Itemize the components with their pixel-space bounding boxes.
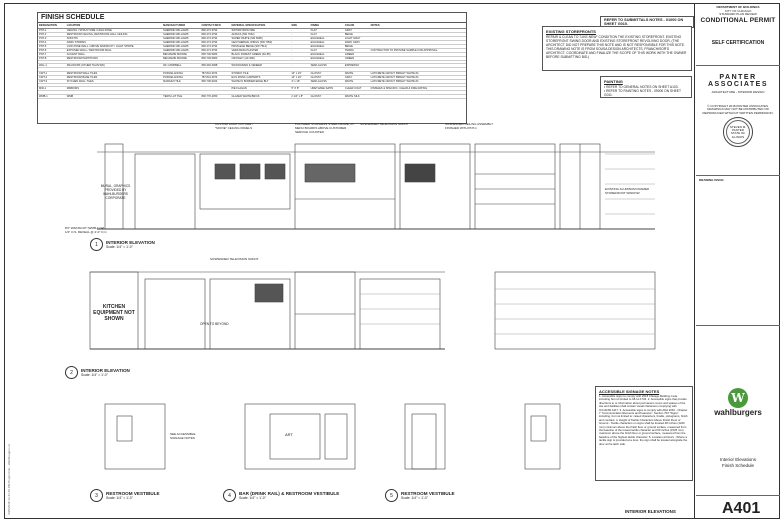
schedule-cell: SHERWIN WILLIAMS [162, 36, 200, 40]
schedule-cell: SW7069 IRON ORE [230, 28, 290, 32]
schedule-cell: 800.749.5960 [200, 56, 230, 60]
schedule-cell: WOODGRAIN & VENEER [230, 64, 290, 68]
schedule-cell: PNT-6 [38, 48, 66, 52]
schedule-cell: MARAZZI TILE [162, 79, 200, 83]
schedule-cell: WMB [66, 94, 162, 98]
schedule-cell: PNT-1 [38, 28, 66, 32]
schedule-cell: WMB-1 [38, 94, 66, 98]
schedule-cell: 4" x 16" [290, 79, 309, 83]
schedule-cell: FLAT [310, 48, 344, 52]
schedule-cell: EGGSHELL [310, 56, 344, 60]
schedule-cell: WHITE SILK [344, 94, 370, 98]
schedule-cell: CWT-3 [38, 79, 66, 83]
view-title: RESTROOM VESTIBULE [401, 491, 455, 496]
schedule-cell: PNT-5 [38, 44, 66, 48]
schedule-cell: FLAT [310, 28, 344, 32]
schedule-cell: BLACK FOREST GREEN (FA-58) [230, 52, 290, 56]
schedule-header: CONTACT INFO [200, 23, 230, 28]
drawing-area [5, 4, 695, 518]
drawing-issue-block [696, 176, 780, 326]
schedule-cell: 12" x 24" [290, 71, 309, 75]
storefront-label: EXISTING ALUMINUM FRAMED STOREFRONT WINDOW [605, 187, 650, 195]
file-path-text: 6/25/2018 12:41:10 PM Project File - Wahlburgers.rvt [7, 444, 11, 515]
schedule-title: FINISH SCHEDULE [38, 13, 466, 23]
opening-label: OPEN TO BEYOND [200, 322, 229, 326]
schedule-cell: FINISHES & SPECIFIC. CLEAR & FIRE RATING [370, 87, 466, 91]
schedule-cell: EGGSHELL [310, 36, 344, 40]
view-title: BAR (DRINK RAIL) & RESTROOM VESTIBULE [239, 491, 340, 496]
schedule-header: DESIGNATION [38, 23, 66, 28]
schedule-cell: 800.394.3098 [200, 64, 230, 68]
schedule-cell: PNT-8 [38, 56, 66, 60]
schedule-cell: - [290, 32, 309, 36]
schedule-header: COLOR [344, 23, 370, 28]
wainscot-label: 8'0" WAINSCOT (WMB-1) W/ 1/2" O.S. REVEAL @ 4'-0" O.C. [65, 226, 108, 234]
copyright-text: © COPYRIGHT 2018 PANTER ASSOCIATES. DRAWINGS MAY NOT BE DISTRIBUTED OR REPRODUCED WITHOUT WRITTEN PERMISSION. [702, 103, 774, 115]
schedule-header: MANUFACTURER [162, 23, 200, 28]
schedule-cell: PIE FLAGAN [230, 87, 290, 91]
schedule-cell: PNT-3 [38, 36, 66, 40]
view-scale: Scale: 1/4" = 1'-0" [106, 245, 133, 249]
architect-seal [723, 117, 753, 147]
view-number: 2 [65, 366, 78, 379]
view-title: RESTROOM VESTIBULE [106, 491, 160, 496]
view-label-2 [65, 366, 130, 379]
city-text: CITY OF CHICAGO [724, 8, 752, 13]
schedule-cell: DARK GRAY [344, 40, 370, 44]
schedule-cell: GLOSSY [310, 75, 344, 79]
view-scale: Scale: 1/4" = 1'-0" [401, 496, 428, 500]
schedule-cell: EGGSHELL [310, 44, 344, 48]
schedule-cell: 5" X 8" [290, 87, 309, 91]
schedule-cell: - [290, 44, 309, 48]
schedule-cell: GREEN [344, 52, 370, 56]
standard-plan-text: STANDARD PLAN REVIEW [719, 12, 757, 17]
schedule-cell: BENJAMIN MOORE [162, 52, 200, 56]
schedule-cell: 800.474.3794 [200, 44, 230, 48]
schedule-cell: KITCHEN WALL TILES [66, 79, 162, 83]
schedule-cell: LATICRETE GROUT: BRIGHT WHITE #4 [370, 71, 466, 75]
schedule-cell: BEIGE [344, 32, 370, 36]
schedule-header: MATERIAL SPECIFICATION [230, 23, 290, 28]
schedule-cell: 800.770.4350 [200, 94, 230, 98]
schedule-cell: VERATANIA PLASTER [230, 48, 290, 52]
ceiling-assembly-label: SUSPENDED CEILING ASSEMBLY FINISHED WITH PNT-1 [445, 122, 494, 130]
schedule-header: FINISH [310, 23, 344, 28]
schedule-cell: CWT-1 [38, 71, 66, 75]
schedule-cell: FLAT [310, 32, 344, 36]
schedule-cell: WL CAMPBELL [162, 64, 200, 68]
schedule-cell: - [290, 36, 309, 40]
schedule-cell: SUPER WHITE (SW 6995) [230, 36, 290, 40]
ada-sign-label: SEE ACCESSIBLE SIGNAGE NOTES [170, 432, 196, 440]
view-scale: Scale: 1/4" = 1'-0" [239, 496, 266, 500]
schedule-cell: TERRA [344, 48, 370, 52]
schedule-cell: GLAZED WHITE BRICK [230, 94, 290, 98]
schedule-cell: - [290, 64, 309, 68]
painting-title: PAINTING [604, 79, 623, 84]
schedule-cell: - [290, 40, 309, 44]
view-title: INTERIOR ELEVATION [81, 368, 130, 373]
painting-item: • REFER TO PAINTING NOTES - 09000 ON SHEET G011. [604, 89, 681, 97]
schedule-cell: PRIVILEGE BEIGE (SW 7512) [230, 44, 290, 48]
schedule-cell: EXPOSED WALL / RESTROOM WALL [66, 48, 162, 52]
schedule-cell: - [290, 52, 309, 56]
schedule-cell: LATICRETE GROUT: BRIGHT WHITE #4 [370, 79, 466, 83]
schedule-cell: WHITE IN BORDER EDGE BLT [230, 79, 290, 83]
mural-label: MURAL, GRAPHICS PROVIDED BY WAHLBURGERS CORPORATE [100, 184, 131, 200]
schedule-cell: GEOTHERMAL WINGS (SW 7052) [230, 40, 290, 44]
schedule-cell: GRAY [344, 28, 370, 32]
permit-stamp [696, 4, 780, 66]
schedule-cell: EGGSHELL [310, 52, 344, 56]
schedule-header: NOTES [370, 23, 466, 28]
schedule-cell: URETHANE SATIN [310, 87, 344, 91]
schedule-cell: WHITE [344, 71, 370, 75]
schedule-cell: GRAY [344, 75, 370, 79]
schedule-cell: MIR-1 [38, 87, 66, 91]
drawing-sheet [4, 3, 780, 519]
schedule-cell: SHERWIN WILLIAMS [162, 32, 200, 36]
sheet-title-1: Interior Elevations [719, 457, 757, 462]
firm-block [696, 66, 780, 176]
schedule-cell: 800.474.3794 [200, 36, 230, 40]
light-fixture-label: CUSTOM LIGHT FIXTURE - "MOVIE" CEILING PANELS [215, 122, 254, 130]
view-number: 1 [90, 238, 103, 251]
schedule-cell: RESTROOM PARTITIONS [66, 56, 162, 60]
schedule-cell: GREEN [344, 56, 370, 60]
view-label-3 [90, 489, 160, 502]
schedule-cell: SOFFITS [66, 36, 162, 40]
schedule-cell: SHERWIN WILLIAMS [162, 48, 200, 52]
schedule-cell: MIRRORS [66, 87, 162, 91]
title-block [696, 4, 780, 518]
sheet-title-2: Finish Schedule [721, 463, 755, 468]
view-number: 4 [223, 489, 236, 502]
schedule-cell: - [290, 28, 309, 32]
schedule-cell: PORCELANOSA [162, 75, 200, 79]
schedule-cell: 787.841.3074 [200, 75, 230, 79]
painting-item: • REFER TO GENERAL NOTES ON SHEET A103. [604, 85, 679, 89]
schedule-header: LOCATION [66, 23, 162, 28]
view-label-1 [90, 238, 155, 251]
schedule-cell: CONTRACTOR TO PROVIDE SAMPLE FOR APPROVAL [370, 48, 466, 52]
elevation-drawings [5, 4, 695, 518]
view-number: 3 [90, 489, 103, 502]
submittals-note: REFER TO SUBMITTALS NOTES - 01000 ON SHEET G010. [600, 16, 694, 28]
schedule-cell: LIGHT GRAY [344, 36, 370, 40]
schedule-cell: GLOSSY [310, 94, 344, 98]
ada-notes-text: 1. Accessible signs to comply with 2018 Chicago Building Code including but not limited to 18-11-1703. 2. Accessible signs that provide directions to or information about permanent rooms and spaces of the site and facilities shall contain visual characters complying with ICC/ANSI A117. 3. Accessible signs to comply with ADA 2010 - Chapter 7 "Communication Elements and Features", Section 703 "Signs" including, but not limited to: raised characters, braille, pictograms, finish and contrast. 4. Height of Tactile Characters Above Finish Floor or Ground - Tactile characters on signs shall be located 48 inches (1220 mm) minimum above the finish floor or ground surface, measured from the baseline of the lowest tactile character and 60 inches (1525 mm) maximum above the finish floor or ground surface, measured from the baseline of the highest tactile character. 5. Location at Doors - Where a tactile sign is provided at a door, the sign shall be located alongside the door at the latch side. [599, 394, 688, 446]
schedule-cell: LOW ZONE WALL / ABOVE WAINSCOT / LIGHT STRIPE [66, 44, 162, 48]
schedule-cell: GLOSSY [310, 71, 344, 75]
schedule-cell: SHERWIN WILLIAMS [162, 40, 200, 44]
schedule-cell: RESTROOM CEILING, RESTROOM HALL CEILING [66, 32, 162, 36]
schedule-cell: RESTROOM BASE TILES [66, 75, 162, 79]
schedule-cell: - [290, 48, 309, 52]
schedule-cell: CROSLEY (AF-590) [230, 56, 290, 60]
schedule-cell: MILLWORK (OTHER THAN WD) [66, 64, 162, 68]
schedule-cell: DARK STRIPES [66, 40, 162, 44]
schedule-cell: CLEAR COAT [344, 87, 370, 91]
firm-logo: PANTER ASSOCIATES [708, 74, 768, 88]
view-label-5 [385, 489, 455, 502]
schedule-cell: 800.474.3794 [200, 32, 230, 36]
drawing-issue-label: DRAWING ISSUE: [699, 178, 725, 182]
schedule-cell: CWT-2 [38, 75, 66, 79]
schedule-cell: - [290, 56, 309, 60]
schedule-cell: SEMI-GLOSS [310, 64, 344, 68]
schedule-cell: 800.736.9324 [200, 79, 230, 83]
schedule-cell: 800.749.5960 [200, 52, 230, 56]
view-scale: Scale: 1/4" = 1'-0" [81, 373, 108, 377]
seal-state: STATE OF ILLINOIS [730, 131, 746, 139]
self-certification-text: SELF CERTIFICATION [711, 39, 765, 46]
schedule-cell: ESPRESSO [344, 64, 370, 68]
schedule-cell: CEILING / STRUCTURE / HIGH ZONE [66, 28, 162, 32]
schedule-cell: 800.474.3794 [200, 40, 230, 44]
stainless-frame-label: POLISHED STAINLESS STEEL FRAME, AT MENU BOARDS ABOVE CUSTOMER SERVICE COUNTER [295, 122, 354, 134]
schedule-cell: STOWAY TILE [230, 71, 290, 75]
schedule-cell: TERIS LAT TILE [162, 94, 200, 98]
schedule-cell: ALPACA (SW 7022) [230, 32, 290, 36]
schedule-cell: BENJAMIN MOORE [162, 56, 200, 60]
schedule-cell: 800.474.3794 [200, 48, 230, 52]
schedule-cell: EGGSHELL [310, 40, 344, 44]
ada-notes-title: ACCESSIBLE SIGNAGE NOTES [599, 389, 660, 394]
client-brand: wahlburgers [714, 408, 762, 417]
view-number: 5 [385, 489, 398, 502]
schedule-cell: LATICRETE GROUT: BRIGHT WHITE #4 [370, 75, 466, 79]
client-block [696, 326, 780, 496]
schedule-cell: SEMI-GLOSS [310, 79, 344, 83]
view-label-4 [223, 489, 339, 502]
conditional-permit-text: CONDITIONAL PERMIT [700, 16, 776, 24]
schedule-header: SIZE [290, 23, 309, 28]
schedule-cell: ACCENT WALL [66, 52, 162, 56]
schedule-cell: 2 1/4" x 8" [290, 94, 309, 98]
tv-soffit-label-2: SUSPENDED TELEVISION SOFFIT [210, 257, 259, 261]
firm-subtitle: ARCHITECTURE - INTERIOR DESIGN [711, 90, 765, 94]
schedule-cell: 12" x 24" [290, 75, 309, 79]
art-label: ART [285, 432, 293, 437]
seal-inner [726, 120, 750, 144]
schedule-cell: RESTROOM WALL TILES [66, 71, 162, 75]
view-title: INTERIOR ELEVATION [106, 240, 155, 245]
kitchen-label: KITCHEN EQUIPMENT NOT SHOWN [93, 304, 135, 322]
schedule-cell: PNT-4 [38, 40, 66, 44]
existing-storefronts-text: REPAIR & CLEAN TO "LIKE-NEW" CONDITION THE EXISTING STOREFRONT. EXISTING STOREFRONT SWING DOOR AND EXISTING STOREFRONT REVOLVING DOOR. (THE ARCHITECT DID NOT PREPARE THIS NOTE AND IS NOT RESPONSIBLE FOR THIS NOTE. THIS DRAWING NOTE IS FROM SOUSA DESIGN ARCHITECTS, FRANCHISOR'S ARCHITECT. COORDINATE AND FINALIZE THE SCOPE OF THIS WORK WITH THE OWNER BEFORE SUBMITTING BID.) [546, 35, 687, 59]
schedule-cell: ECO ZINNC CARTERTS [230, 75, 290, 79]
schedule-cell: BEIGE [344, 44, 370, 48]
schedule-cell: WHITE [344, 79, 370, 83]
schedule-cell: 787.841.3074 [200, 71, 230, 75]
view-scale: Scale: 1/4" = 1'-0" [106, 496, 133, 500]
schedule-cell: PNT-2 [38, 32, 66, 36]
schedule-cell: 800.474.3794 [200, 28, 230, 32]
tv-soffit-label: SUSPENDED TELEVISION SOFFIT [360, 122, 409, 126]
existing-storefronts-title: EXISTING STOREFRONTS [546, 29, 596, 34]
schedule-cell: SHERWIN WILLIAMS [162, 44, 200, 48]
schedule-cell: WAL-1 [38, 64, 66, 68]
footer-title: INTERIOR ELEVATIONS [625, 509, 676, 514]
schedule-cell: PORCELANOSA [162, 71, 200, 75]
seal-name: STEVEN M. PANTER [729, 124, 747, 132]
schedule-cell: PNT-7 [38, 52, 66, 56]
dept-text: DEPARTMENT OF BUILDINGS [716, 5, 760, 9]
sheet-number: A401 [722, 500, 761, 517]
accessible-signage-notes [595, 386, 693, 481]
schedule-cell: SHERWIN WILLIAMS [162, 28, 200, 32]
wahlburgers-logo-icon: W [728, 388, 748, 408]
